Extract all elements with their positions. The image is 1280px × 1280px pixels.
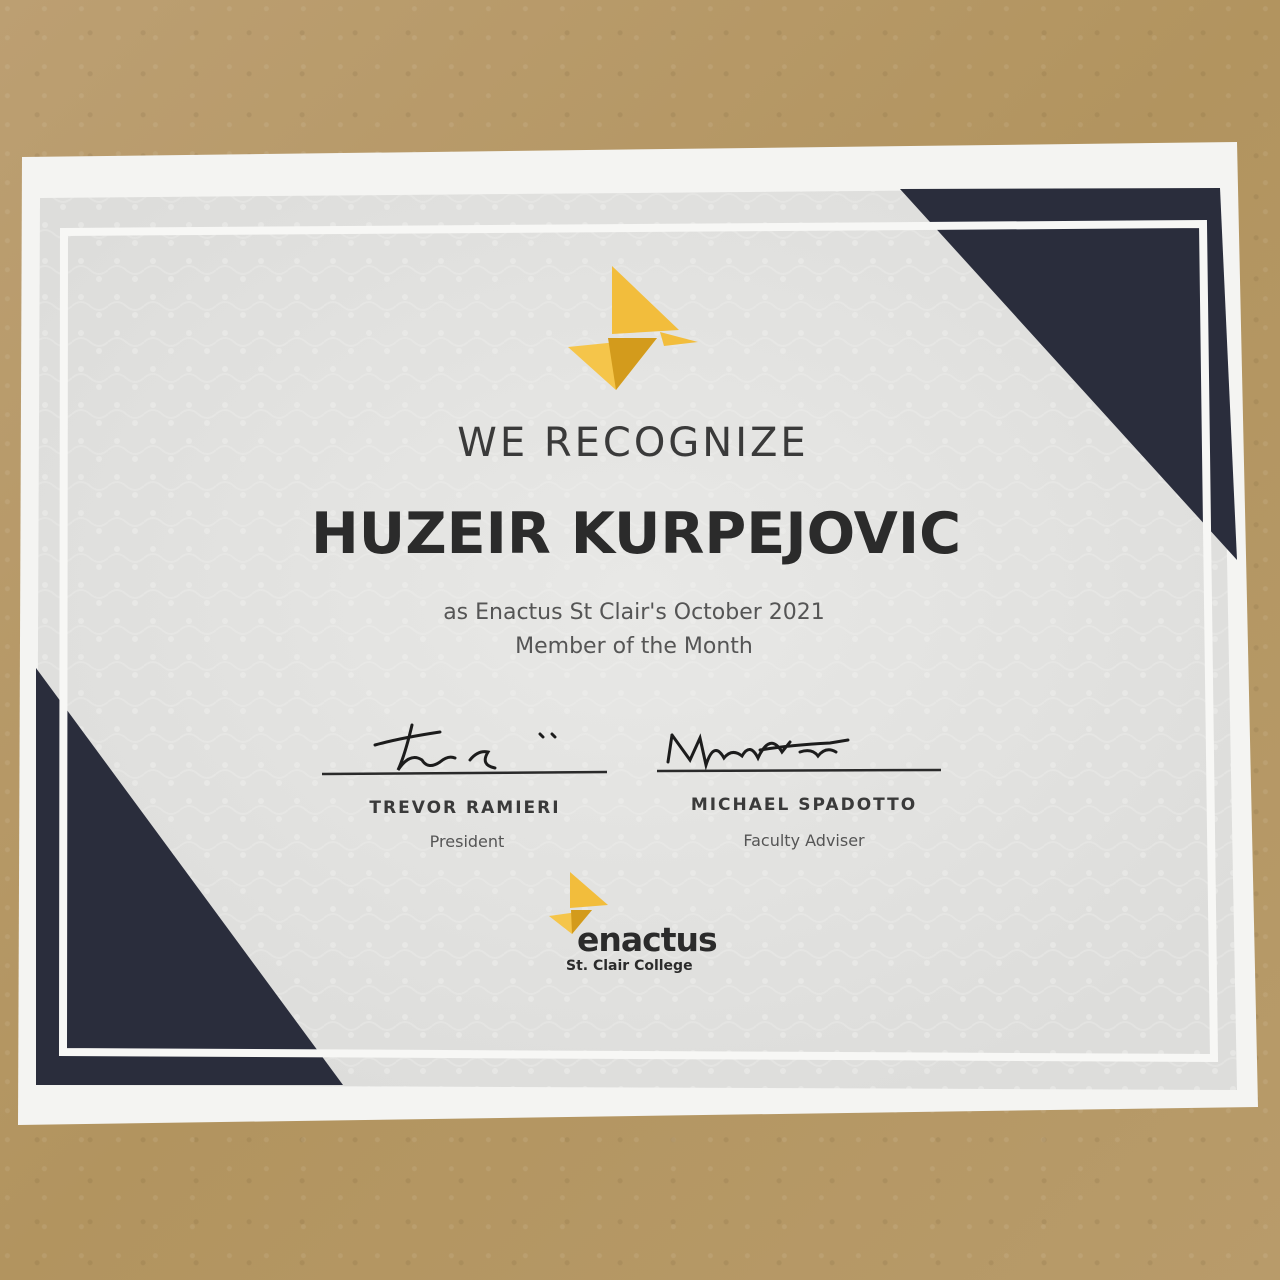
enactus-subtitle: St. Clair College [566,958,693,974]
signatory-role-president: President [429,832,505,851]
recipient-name: HUZEIR KURPEJOVIC [311,501,961,567]
signatory-name-left: TREVOR RAMIERI [369,798,561,818]
signature-line-right [657,770,941,771]
citation-line-2: Member of the Month [515,634,753,659]
enactus-wordmark: enactus [577,920,717,959]
citation-line-1: as Enactus St Clair's October 2021 [443,600,825,625]
signatory-name-right: MICHAEL SPADOTTO [690,795,918,815]
heading: WE RECOGNIZE [457,420,809,466]
signatory-role-right: Faculty Adviser [743,831,865,850]
